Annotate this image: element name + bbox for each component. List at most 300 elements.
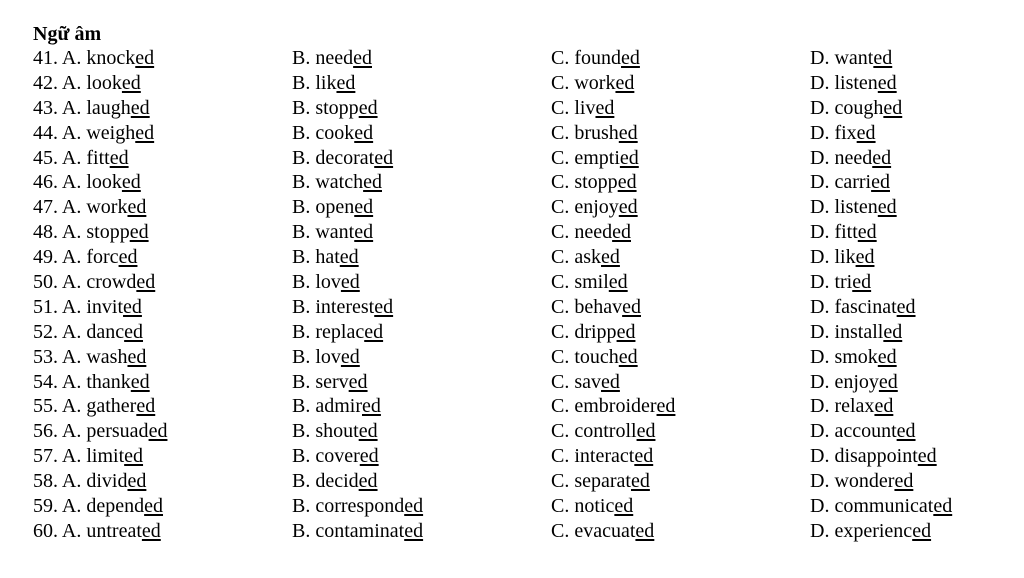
- word-stem: fitt: [834, 221, 858, 244]
- underlined-suffix: ed: [358, 420, 378, 443]
- option-c: [551, 469, 650, 494]
- option-letter: A.: [61, 445, 82, 468]
- option-d: [810, 270, 871, 295]
- underlined-suffix: ed: [348, 370, 368, 393]
- underlined-suffix: ed: [877, 71, 897, 94]
- underlined-suffix: ed: [874, 395, 894, 418]
- option-c: [551, 96, 614, 121]
- word-stem: dripp: [574, 320, 617, 343]
- option-a: [33, 469, 146, 494]
- question-number: 51.: [33, 295, 58, 318]
- option-letter: A.: [61, 146, 82, 169]
- word-stem: interest: [315, 295, 375, 318]
- question-number: 60.: [33, 519, 58, 542]
- option-a: [33, 295, 142, 320]
- question-row: [0, 195, 1024, 220]
- underlined-suffix: ed: [917, 445, 937, 468]
- option-letter: D.: [810, 295, 830, 318]
- underlined-suffix: ed: [340, 271, 360, 294]
- option-d: [810, 519, 931, 544]
- word-stem: shout: [315, 420, 359, 443]
- question-row: [0, 146, 1024, 171]
- underlined-suffix: ed: [374, 146, 394, 169]
- option-letter: B.: [292, 196, 311, 219]
- underlined-suffix: ed: [912, 519, 932, 542]
- option-letter: B.: [292, 370, 311, 393]
- option-c: [551, 370, 620, 395]
- underlined-suffix: ed: [622, 295, 641, 318]
- word-stem: crowd: [86, 271, 137, 294]
- option-a: [33, 146, 129, 171]
- question-number: 42.: [33, 71, 58, 94]
- option-letter: A.: [61, 271, 82, 294]
- option-c: [551, 245, 620, 270]
- option-letter: B.: [292, 495, 311, 518]
- word-stem: found: [574, 47, 622, 69]
- option-letter: B.: [292, 295, 311, 318]
- question-number: 41.: [33, 47, 58, 69]
- word-stem: lik: [315, 71, 337, 94]
- option-letter: C.: [551, 146, 570, 169]
- word-stem: hat: [315, 246, 340, 269]
- option-c: [551, 170, 637, 195]
- word-stem: notic: [574, 495, 615, 518]
- question-row: [0, 295, 1024, 320]
- underlined-suffix: ed: [127, 345, 147, 368]
- underlined-suffix: ed: [148, 420, 168, 443]
- option-a: [33, 519, 161, 544]
- word-stem: listen: [834, 71, 878, 94]
- question-number: 48.: [33, 221, 58, 244]
- underlined-suffix: ed: [118, 246, 138, 269]
- option-c: [551, 345, 638, 370]
- option-d: [810, 245, 874, 270]
- underlined-suffix: ed: [601, 370, 620, 393]
- underlined-suffix: ed: [130, 96, 150, 119]
- underlined-suffix: ed: [362, 395, 381, 418]
- underlined-suffix: ed: [872, 146, 892, 169]
- underlined-suffix: ed: [339, 246, 359, 269]
- underlined-suffix: ed: [883, 320, 903, 343]
- question-row: [0, 494, 1024, 519]
- underlined-suffix: ed: [933, 495, 953, 518]
- word-stem: behav: [574, 295, 623, 318]
- underlined-suffix: ed: [359, 445, 379, 468]
- option-letter: B.: [292, 171, 311, 194]
- underlined-suffix: ed: [404, 495, 424, 518]
- option-letter: D.: [810, 171, 830, 194]
- word-stem: evacuat: [574, 519, 636, 542]
- option-letter: D.: [810, 246, 830, 269]
- option-b: [292, 146, 393, 171]
- word-stem: decorat: [315, 146, 375, 169]
- underlined-suffix: ed: [619, 146, 639, 169]
- underlined-suffix: ed: [358, 96, 378, 119]
- option-letter: B.: [292, 345, 311, 368]
- underlined-suffix: ed: [354, 196, 374, 219]
- question-list: [0, 46, 1024, 544]
- word-stem: fix: [834, 121, 857, 144]
- option-letter: D.: [810, 47, 830, 69]
- option-letter: A.: [61, 495, 82, 518]
- option-letter: B.: [292, 420, 311, 443]
- option-a: [33, 170, 141, 195]
- word-stem: enjoy: [574, 196, 619, 219]
- option-letter: A.: [61, 196, 82, 219]
- word-stem: stopp: [315, 96, 359, 119]
- option-b: [292, 370, 368, 395]
- underlined-suffix: ed: [608, 271, 628, 294]
- option-d: [810, 469, 913, 494]
- option-letter: C.: [551, 221, 570, 244]
- option-a: [33, 370, 150, 395]
- underlined-suffix: ed: [877, 345, 897, 368]
- option-b: [292, 469, 378, 494]
- question-row: [0, 220, 1024, 245]
- question-row: [0, 469, 1024, 494]
- option-d: [810, 345, 897, 370]
- option-b: [292, 121, 373, 146]
- question-number: 46.: [33, 171, 58, 194]
- option-letter: A.: [61, 345, 82, 368]
- word-stem: fascinat: [834, 295, 897, 318]
- option-letter: C.: [551, 370, 570, 393]
- question-number: 47.: [33, 196, 58, 219]
- option-letter: A.: [61, 121, 82, 144]
- option-letter: B.: [292, 519, 311, 542]
- option-letter: B.: [292, 445, 311, 468]
- option-letter: D.: [810, 445, 830, 468]
- option-letter: C.: [551, 345, 570, 368]
- option-b: [292, 320, 383, 345]
- option-letter: D.: [810, 71, 830, 94]
- section-heading: Ngữ âm: [33, 23, 102, 45]
- option-letter: D.: [810, 196, 830, 219]
- underlined-suffix: ed: [135, 121, 155, 144]
- underlined-suffix: ed: [130, 370, 150, 393]
- word-stem: stopp: [574, 171, 618, 194]
- option-d: [810, 444, 937, 469]
- question-row: [0, 96, 1024, 121]
- option-letter: C.: [551, 47, 570, 69]
- word-stem: account: [834, 420, 897, 443]
- question-number: 59.: [33, 495, 58, 518]
- underlined-suffix: ed: [877, 196, 897, 219]
- word-stem: admir: [315, 395, 362, 418]
- option-c: [551, 195, 638, 220]
- underlined-suffix: ed: [601, 246, 620, 269]
- question-number: 57.: [33, 445, 58, 468]
- option-letter: C.: [551, 445, 570, 468]
- option-c: [551, 46, 640, 71]
- word-stem: need: [574, 221, 613, 244]
- option-letter: B.: [292, 47, 311, 69]
- underlined-suffix: ed: [883, 96, 903, 119]
- question-number: 52.: [33, 320, 58, 343]
- option-a: [33, 121, 154, 146]
- question-row: [0, 345, 1024, 370]
- word-stem: listen: [834, 196, 878, 219]
- option-c: [551, 220, 631, 245]
- underlined-suffix: ed: [857, 221, 877, 244]
- word-stem: lov: [315, 345, 341, 368]
- word-stem: lik: [834, 246, 856, 269]
- underlined-suffix: ed: [616, 320, 636, 343]
- word-stem: separat: [574, 470, 631, 493]
- option-letter: A.: [61, 470, 82, 493]
- underlined-suffix: ed: [136, 395, 156, 418]
- word-stem: enjoy: [834, 370, 879, 393]
- word-stem: need: [834, 146, 873, 169]
- option-letter: D.: [810, 470, 830, 493]
- underlined-suffix: ed: [896, 420, 916, 443]
- underlined-suffix: ed: [635, 519, 655, 542]
- option-letter: D.: [810, 370, 830, 393]
- option-c: [551, 320, 635, 345]
- option-c: [551, 494, 633, 519]
- underlined-suffix: ed: [894, 470, 914, 493]
- word-stem: replac: [315, 320, 365, 343]
- option-letter: A.: [61, 519, 82, 542]
- option-c: [551, 270, 628, 295]
- underlined-suffix: ed: [614, 495, 634, 518]
- option-letter: B.: [292, 71, 311, 94]
- option-letter: C.: [551, 271, 570, 294]
- word-stem: stopp: [86, 221, 130, 244]
- word-stem: embroider: [574, 395, 657, 418]
- option-letter: D.: [810, 146, 830, 169]
- word-stem: tri: [834, 271, 853, 294]
- underlined-suffix: ed: [124, 445, 144, 468]
- question-number: 50.: [33, 271, 58, 294]
- word-stem: sav: [574, 370, 602, 393]
- option-d: [810, 121, 876, 146]
- word-stem: cover: [315, 445, 360, 468]
- word-stem: limit: [86, 445, 125, 468]
- option-a: [33, 270, 155, 295]
- underlined-suffix: ed: [856, 121, 876, 144]
- option-letter: C.: [551, 495, 570, 518]
- option-letter: A.: [61, 246, 82, 269]
- question-row: [0, 419, 1024, 444]
- underlined-suffix: ed: [612, 221, 631, 244]
- option-letter: C.: [551, 519, 570, 542]
- option-b: [292, 71, 355, 96]
- option-letter: C.: [551, 320, 570, 343]
- option-d: [810, 170, 890, 195]
- option-letter: A.: [61, 295, 82, 318]
- underlined-suffix: ed: [896, 295, 916, 318]
- word-stem: divid: [86, 470, 128, 493]
- word-stem: fitt: [86, 146, 110, 169]
- underlined-suffix: ed: [374, 295, 394, 318]
- option-b: [292, 519, 423, 544]
- word-stem: brush: [574, 121, 619, 144]
- option-letter: A.: [61, 171, 82, 194]
- option-a: [33, 419, 167, 444]
- word-stem: watch: [315, 171, 364, 194]
- option-letter: C.: [551, 196, 570, 219]
- word-stem: look: [86, 71, 122, 94]
- underlined-suffix: ed: [136, 271, 156, 294]
- option-letter: A.: [61, 47, 82, 69]
- word-stem: untreat: [86, 519, 142, 542]
- word-stem: laugh: [86, 96, 131, 119]
- option-b: [292, 245, 359, 270]
- option-letter: A.: [61, 370, 82, 393]
- word-stem: need: [315, 47, 354, 69]
- option-letter: C.: [551, 470, 570, 493]
- option-c: [551, 394, 675, 419]
- word-stem: thank: [86, 370, 131, 393]
- word-stem: knock: [86, 47, 136, 69]
- underlined-suffix: ed: [634, 445, 654, 468]
- underlined-suffix: ed: [353, 47, 372, 69]
- option-c: [551, 121, 638, 146]
- underlined-suffix: ed: [336, 71, 356, 94]
- underlined-suffix: ed: [127, 470, 147, 493]
- word-stem: work: [574, 71, 616, 94]
- option-letter: C.: [551, 295, 570, 318]
- word-stem: disappoint: [834, 445, 918, 468]
- option-c: [551, 71, 634, 96]
- word-stem: communicat: [834, 495, 934, 518]
- option-letter: D.: [810, 221, 830, 244]
- underlined-suffix: ed: [595, 96, 615, 119]
- option-d: [810, 146, 891, 171]
- word-stem: open: [315, 196, 355, 219]
- underlined-suffix: ed: [127, 196, 147, 219]
- option-letter: A.: [61, 221, 82, 244]
- option-d: [810, 195, 897, 220]
- option-d: [810, 71, 897, 96]
- option-c: [551, 295, 641, 320]
- question-number: 49.: [33, 246, 58, 269]
- option-letter: A.: [61, 96, 82, 119]
- option-d: [810, 494, 952, 519]
- question-row: [0, 121, 1024, 146]
- option-b: [292, 394, 381, 419]
- option-letter: C.: [551, 420, 570, 443]
- option-a: [33, 96, 150, 121]
- word-stem: experienc: [834, 519, 913, 542]
- word-stem: smil: [574, 271, 609, 294]
- word-stem: touch: [574, 345, 619, 368]
- option-b: [292, 195, 373, 220]
- option-letter: B.: [292, 146, 311, 169]
- option-letter: A.: [61, 320, 82, 343]
- option-d: [810, 370, 898, 395]
- option-a: [33, 220, 149, 245]
- word-stem: ask: [574, 246, 602, 269]
- option-letter: C.: [551, 246, 570, 269]
- underlined-suffix: ed: [121, 71, 141, 94]
- option-d: [810, 419, 916, 444]
- word-stem: danc: [86, 320, 125, 343]
- underlined-suffix: ed: [855, 246, 875, 269]
- word-stem: contaminat: [315, 519, 405, 542]
- word-stem: serv: [315, 370, 349, 393]
- option-letter: D.: [810, 395, 830, 418]
- option-b: [292, 295, 393, 320]
- option-letter: D.: [810, 320, 830, 343]
- underlined-suffix: ed: [135, 47, 155, 69]
- option-letter: D.: [810, 495, 830, 518]
- question-row: [0, 519, 1024, 544]
- question-number: 58.: [33, 470, 58, 493]
- option-b: [292, 444, 379, 469]
- word-stem: correspond: [315, 495, 405, 518]
- option-a: [33, 345, 146, 370]
- question-number: 45.: [33, 146, 58, 169]
- option-d: [810, 220, 877, 245]
- underlined-suffix: ed: [617, 171, 637, 194]
- question-row: [0, 170, 1024, 195]
- option-letter: D.: [810, 121, 830, 144]
- option-d: [810, 96, 902, 121]
- underlined-suffix: ed: [618, 121, 638, 144]
- underlined-suffix: ed: [871, 171, 890, 194]
- word-stem: smok: [834, 345, 878, 368]
- option-b: [292, 96, 378, 121]
- question-row: [0, 270, 1024, 295]
- underlined-suffix: ed: [618, 345, 638, 368]
- word-stem: install: [834, 320, 884, 343]
- underlined-suffix: ed: [144, 495, 164, 518]
- word-stem: controll: [574, 420, 637, 443]
- question-row: [0, 394, 1024, 419]
- underlined-suffix: ed: [123, 295, 142, 318]
- option-letter: D.: [810, 96, 830, 119]
- option-b: [292, 220, 373, 245]
- question-row: [0, 46, 1024, 71]
- word-stem: work: [86, 196, 128, 219]
- option-letter: D.: [810, 420, 830, 443]
- option-a: [33, 320, 143, 345]
- word-stem: interact: [574, 445, 635, 468]
- option-c: [551, 444, 653, 469]
- option-letter: A.: [61, 420, 82, 443]
- word-stem: depend: [86, 495, 145, 518]
- option-letter: C.: [551, 171, 570, 194]
- underlined-suffix: ed: [618, 196, 638, 219]
- option-c: [551, 146, 639, 171]
- option-letter: A.: [61, 395, 82, 418]
- word-stem: cough: [834, 96, 884, 119]
- option-a: [33, 394, 155, 419]
- question-row: [0, 71, 1024, 96]
- underlined-suffix: ed: [621, 47, 640, 69]
- underlined-suffix: ed: [340, 345, 360, 368]
- option-a: [33, 494, 163, 519]
- question-number: 54.: [33, 370, 58, 393]
- underlined-suffix: ed: [630, 470, 650, 493]
- question-row: [0, 320, 1024, 345]
- option-letter: B.: [292, 470, 311, 493]
- word-stem: decid: [315, 470, 359, 493]
- question-number: 44.: [33, 121, 58, 144]
- option-c: [551, 519, 654, 544]
- underlined-suffix: ed: [358, 470, 378, 493]
- option-letter: B.: [292, 96, 311, 119]
- option-b: [292, 419, 378, 444]
- word-stem: empti: [574, 146, 620, 169]
- question-row: [0, 444, 1024, 469]
- question-number: 56.: [33, 420, 58, 443]
- option-d: [810, 394, 893, 419]
- option-b: [292, 170, 382, 195]
- word-stem: carri: [834, 171, 872, 194]
